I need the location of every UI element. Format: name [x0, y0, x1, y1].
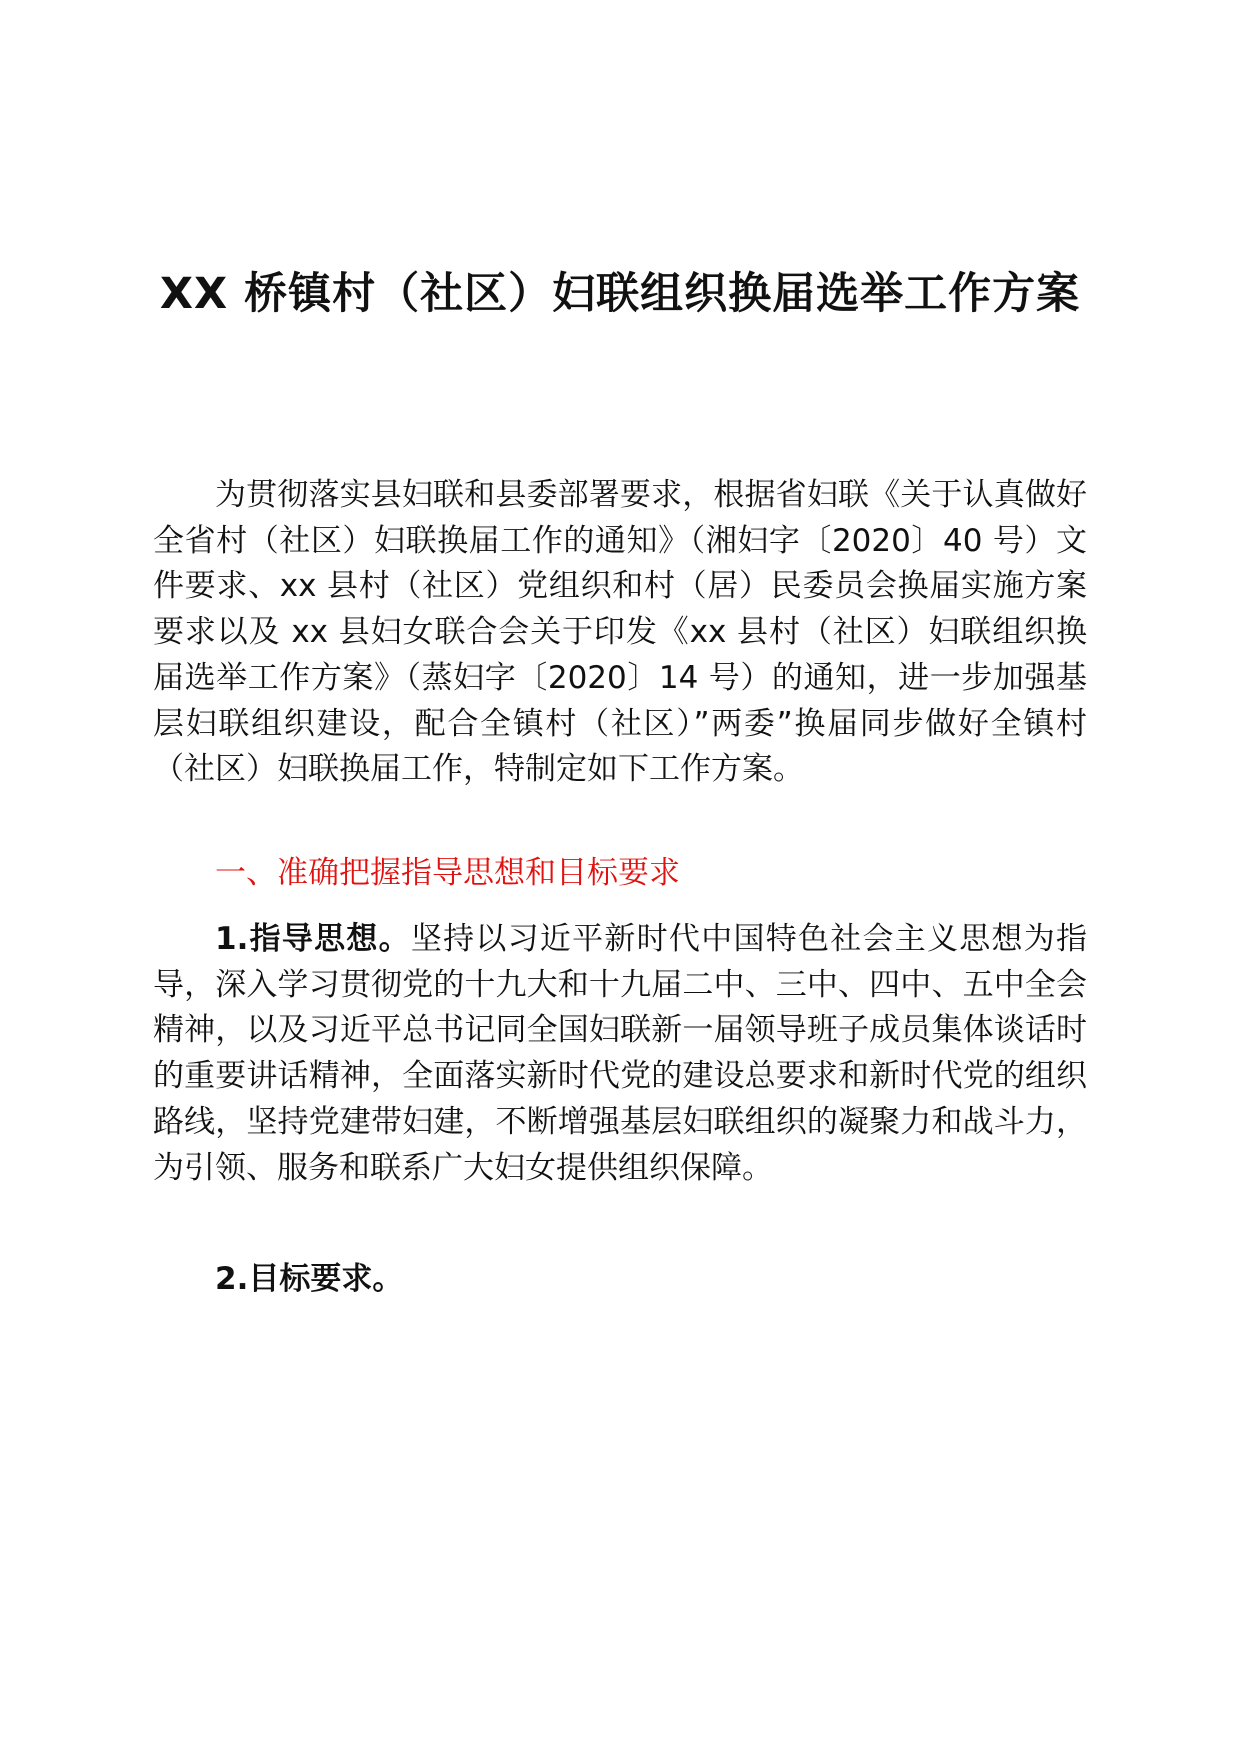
document-title: XX 桥镇村（社区）妇联组织换届选举工作方案 — [159, 269, 1081, 319]
section-heading-1: 一、准确把握指导思想和目标要求 — [215, 855, 680, 891]
paragraph-text: 坚持以习近平新时代中国特色社会主义思想为指导，深入学习贯彻党的十九大和十九届二中、三中、四中、五中全会精神，以及习近平总书记同全国妇联新一届领导班子成员集体谈话时的重要讲话精神，全面落实新时代党的建设总要求和新时代党的组织路线，坚持党建带妇建，不断增强基层妇联组织的凝聚力和战斗力，为引领、服务和联系广大妇女提供组织保障。 — [153, 921, 1087, 1186]
paragraph-guiding-ideology — [153, 917, 1087, 1191]
intro-paragraph: 为贯彻落实县妇联和县委部署要求，根据省妇联《关于认真做好全省村（社区）妇联换届工作的通知》（湘妇字〔2020〕40 号）文件要求、xx 县村（社区）党组织和村（居）民委员会换届实施方案要求以及 xx 县妇女联合会关于印发《xx 县村（社区）妇联组织换届选举工作方案》（蒸妇字〔2020〕14 号）的通知，进一步加强基层妇联组织建设，配合全镇村（社区）”两委”换届同步做好全镇村（社区）妇联换届工作，特制定如下工作方案。 — [153, 477, 1087, 788]
paragraph-lead: 1.指导思想。 — [215, 921, 411, 957]
paragraph-target-requirements: 2.目标要求。 — [215, 1261, 404, 1297]
